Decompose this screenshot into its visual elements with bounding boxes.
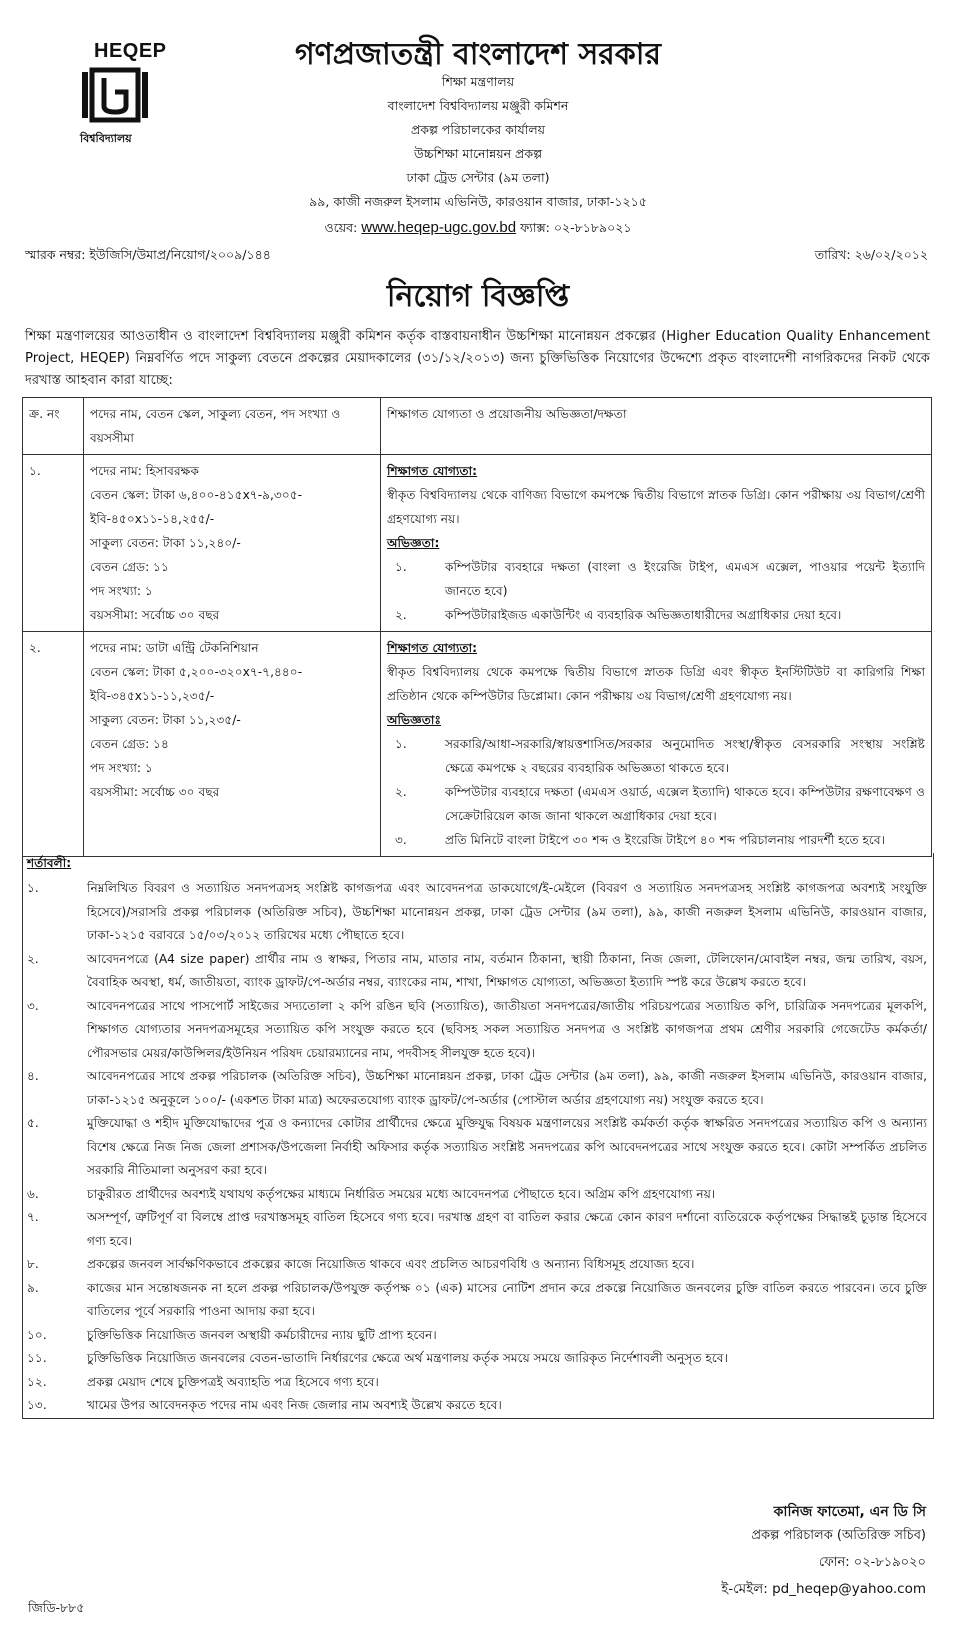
term-num: ৫. <box>27 1116 39 1130</box>
term-item <box>23 1394 933 1418</box>
web-label: ওয়েব: <box>324 220 358 235</box>
term-item <box>23 1371 933 1395</box>
edu-label: শিক্ষাগত যোগ্যতা: <box>387 641 478 655</box>
age-limit: বয়সসীমা: সর্বোচ্চ ৩০ বছর <box>90 608 220 622</box>
term-item <box>23 1324 933 1348</box>
term-num: ৮. <box>27 1257 39 1271</box>
jobs-table-wrapper <box>22 397 932 857</box>
exp-item <box>387 603 925 627</box>
logo-bottom-text: বিশ্ববিদ্যালয় <box>80 132 132 145</box>
exp-num: ২. <box>395 785 407 799</box>
header-qualification: শিক্ষাগত যোগ্যতা ও প্রয়োজনীয় অভিজ্ঞতা/দক্ষতা <box>381 398 932 455</box>
exp-text: কম্পিউটার ব্যবহারে দক্ষতা (বাংলা ও ইংরেজি টাইপ, এমএস এক্সেল, পাওয়ার পয়েন্ট ইত্যাদি জানতে হবে) <box>445 560 925 598</box>
qualification-details <box>381 632 932 857</box>
post-details <box>84 455 381 632</box>
signatory-title: প্রকল্প পরিচালক (অতিরিক্ত সচিব) <box>751 1528 926 1543</box>
term-num: ১. <box>27 881 39 895</box>
term-item <box>23 1253 933 1277</box>
exp-num: ১. <box>395 560 407 574</box>
term-num: ৩. <box>27 998 39 1013</box>
exp-text: কম্পিউটার ব্যবহারে দক্ষতা (এমএস ওয়ার্ড, এক্সেল ইত্যাদি) থাকতে হবে। কম্পিউটার রক্ষণাবেক্ষণ ও সেক্রেটারিয়েল কাজ জানা থাকলে অগ্রাধিকার দেয়া হবে। <box>445 785 925 823</box>
term-num: ৬. <box>27 1186 39 1201</box>
exp-label: অভিজ্ঞতাঃ <box>387 713 441 727</box>
post-count: পদ সংখ্যা: ১ <box>90 584 153 598</box>
qualification-details <box>381 455 932 632</box>
term-num: ১১. <box>27 1351 47 1365</box>
signatory-email[interactable]: ই-মেইল: pd_heqep@yahoo.com <box>721 1581 926 1597</box>
age-limit: বয়সসীমা: সর্বোচ্চ ৩০ বছর <box>90 785 220 799</box>
signatory-phone: ফোন: ০২-৮১৯০২০ <box>818 1555 926 1570</box>
pay-grade: বেতন গ্রেড: ১১ <box>90 560 169 574</box>
header-web-fax <box>140 219 816 240</box>
exp-item <box>387 555 925 603</box>
row-serial: ১. <box>23 455 84 632</box>
term-num: ৭. <box>27 1210 39 1224</box>
post-count: পদ সংখ্যা: ১ <box>90 761 153 775</box>
term-num: ২. <box>27 951 39 966</box>
signatory-name: কানিজ ফাতেমা, এন ডি সি <box>773 1504 926 1520</box>
exp-item <box>387 828 925 852</box>
term-text: অসম্পূর্ণ, ত্রুটিপূর্ণ বা বিলম্বে প্রাপ্ত দরখাস্তসমূহ বাতিল হিসেবে গণ্য হবে। দরখাস্ত গ্রহণ বা বাতিল করার ক্ষেত্রে কোন কারণ দর্শানো ব্যতিরেকে কর্তৃপক্ষের সিদ্ধান্তই চূড়ান্ত হিসেবে গণ্য হবে। <box>87 1210 927 1248</box>
term-text: খামের উপর আবেদনকৃত পদের নাম এবং নিজ জেলার নাম অবশ্যই উল্লেখ করতে হবে। <box>87 1398 502 1412</box>
terms-title: শর্তাবলী: <box>27 856 72 870</box>
exp-item <box>387 732 925 780</box>
memo-number: স্মারক নম্বর: ইউজিসি/উমাপ্র/নিয়োগ/২০০৯/১৪৪ <box>25 247 271 262</box>
exp-text: প্রতি মিনিটে বাংলা টাইপে ৩০ শব্দ ও ইংরেজি টাইপে ৪০ শব্দ পরিচালনায় পারদর্শী হতে হবে। <box>445 833 885 847</box>
term-item <box>23 1183 933 1207</box>
website-link[interactable]: www.heqep-ugc.gov.bd <box>361 219 517 236</box>
consolidated-pay: সাকুল্য বেতন: টাকা ১১,২৩৫/- <box>90 713 241 727</box>
fax-number: ফ্যাক্স: ০২-৮১৮৯০২১ <box>520 220 632 235</box>
exp-text: কম্পিউটারাইজড একাউন্টিং এ ব্যবহারিক অভিজ্ঞতাধারীদের অগ্রাধিকার দেয়া হবে। <box>445 608 842 622</box>
term-item <box>23 1347 933 1371</box>
term-item <box>23 995 933 1066</box>
header-line-ugc: বাংলাদেশ বিশ্ববিদ্যালয় মঞ্জুরী কমিশন <box>387 98 569 113</box>
header-post: পদের নাম, বেতন স্কেল, সাকুল্য বেতন, পদ সংখ্যা ও বয়সসীমা <box>84 398 381 455</box>
edu-text: স্বীকৃত বিশ্ববিদ্যালয় থেকে কমপক্ষে দ্বিতীয় বিভাগে স্নাতক ডিগ্রি এবং স্বীকৃত ইনস্টিটিউট বা কারিগরি শিক্ষা প্রতিষ্ঠান থেকে কম্পিউটার ডিপ্লোমা। কোন পরীক্ষায় ৩য় বিভাগ/শ্রেণী গ্রহণযোগ্য নয়। <box>387 665 925 703</box>
government-title: গণপ্রজাতন্ত্রী বাংলাদেশ সরকার <box>295 37 661 72</box>
header-line-address: ৯৯, কাজী নজরুল ইসলাম এভিনিউ, কারওয়ান বাজার, ঢাকা-১২১৫ <box>309 194 647 209</box>
term-text: আবেদনপত্রে (A4 size paper) প্রার্থীর নাম ও স্বাক্ষর, পিতার নাম, মাতার নাম, বর্তমান ঠিকানা, স্থায়ী ঠিকানা, নিজ জেলা, টেলিফোন/মোবাইল নম্বর, জন্ম তারিখ, বয়স, বৈবাহিক অবস্থা, ধর্ম, জাতীয়তা, ব্যাংক ড্রাফট/পে-অর্ডার নম্বর, ব্যাংকের নাম, শাখা, শিক্ষাগত যোগ্যতা, অভিজ্ঞতা ইত্যাদি স্পষ্ট করে উল্লেখ করতে হবে। <box>87 951 927 989</box>
header-line-office: প্রকল্প পরিচালকের কার্যালয় <box>410 122 546 137</box>
term-text: চাকুরীরত প্রার্থীদের অবশ্যই যথাযথ কর্তৃপক্ষের মাধ্যমে নির্ধারিত সময়ের মধ্যে আবেদনপত্র পৌছাতে হবে। অগ্রিম কপি গ্রহণযোগ্য নয়। <box>87 1186 716 1201</box>
edu-label: শিক্ষাগত যোগ্যতা: <box>387 464 478 478</box>
table-header-row <box>23 398 932 455</box>
term-text: প্রকল্পের জনবল সার্বক্ষণিকভাবে প্রকল্পের কাজে নিয়োজিত থাকবে এবং প্রচলিত আচরণবিধি ও অন্যান্য বিধিসমূহ প্রযোজ্য হবে। <box>87 1257 695 1271</box>
term-item <box>23 1112 933 1183</box>
header-serial: ক্র. নং <box>23 398 84 455</box>
term-item <box>23 1206 933 1253</box>
term-num: ৯. <box>27 1280 39 1295</box>
pay-grade: বেতন গ্রেড: ১৪ <box>90 737 169 751</box>
term-num: ৪. <box>27 1069 39 1083</box>
pay-scale: বেতন স্কেল: টাকা ৫,২০০-৩২০x৭-৭,৪৪০-ইবি-৩৪৫x১১-১১,২৩৫/- <box>90 665 303 703</box>
exp-num: ১. <box>395 737 407 751</box>
term-text: মুক্তিযোদ্ধা ও শহীদ মুক্তিযোদ্ধাদের পুত্র ও কন্যাদের কোটার প্রার্থীদের ক্ষেত্রে মুক্তিযুদ্ধ বিষয়ক মন্ত্রণালয়ের সংশ্লিষ্ট কর্মকর্তা কর্তৃক স্বাক্ষরিত সনদপত্রের সত্যায়িত কপি ও অন্যান্য বিশেষ ক্ষেত্রে নিজ নিজ জেলা প্রশাসক/উপজেলা নির্বাহী অফিসার কর্তৃক সত্যায়িত সংশ্লিষ্ট সনদপত্রের কপি আবেদনপত্রের সাথে সংযুক্ত করতে হবে। কোটা সম্পর্কিত প্রচলিত সরকারি নীতিমালা অনুসরণ করা হবে। <box>87 1116 927 1177</box>
header-line-building: ঢাকা ট্রেড সেন্টার (৯ম তলা) <box>406 170 550 185</box>
term-text: আবেদনপত্রের সাথে প্রকল্প পরিচালক (অতিরিক্ত সচিব), উচ্চশিক্ষা মানোন্নয়ন প্রকল্প, ঢাকা ট্রেড সেন্টার (৯ম তলা), ৯৯, কাজী নজরুল ইসলাম এভিনিউ, কারওয়ান বাজার, ঢাকা-১২১৫ অনুকূলে ১০০/- (একশত টাকা মাত্র) অফেরতযোগ্য ব্যাংক ড্রাফট/পে-অর্ডার (পোস্টাল অর্ডার গ্রহণযোগ্য নয়) সংযুক্ত করতে হবে। <box>87 1069 927 1107</box>
term-item <box>23 1065 933 1112</box>
term-text: প্রকল্প মেয়াদ শেষে চুক্তিপত্রই অব্যাহতি পত্র হিসেবে গণ্য হবে। <box>87 1374 379 1389</box>
logo-heqep-text: HEQEP <box>94 40 167 62</box>
post-details <box>84 632 381 857</box>
jobs-table <box>22 397 932 857</box>
exp-text: সরকারি/আধা-সরকারি/স্বায়ত্তশাসিত/সরকার অনুমোদিত সংস্থা/স্বীকৃত বেসরকারি সংস্থায় সংশ্লিষ্ট ক্ষেত্রে কমপক্ষে ২ বছরের ব্যবহারিক অভিজ্ঞতা থাকতে হবে। <box>445 737 925 775</box>
pay-scale: বেতন স্কেল: টাকা ৬,৪০০-৪১৫x৭-৯,৩০৫-ইবি-৪৫০x১১-১৪,২৫৫/- <box>90 488 303 526</box>
row-serial: ২. <box>23 632 84 857</box>
term-item <box>23 877 933 948</box>
post-name: পদের নাম: ডাটা এন্ট্রি টেকনিশিয়ান <box>90 641 259 655</box>
exp-item <box>387 780 925 828</box>
table-row <box>23 632 932 857</box>
consolidated-pay: সাকুল্য বেতন: টাকা ১১,২৪০/- <box>90 536 241 550</box>
term-item <box>23 1277 933 1324</box>
terms-section <box>22 853 934 1419</box>
exp-num: ২. <box>395 608 407 622</box>
post-name: পদের নাম: হিসাবরক্ষক <box>90 464 200 478</box>
term-item <box>23 948 933 995</box>
term-num: ১৩. <box>27 1398 47 1412</box>
header-line-ministry: শিক্ষা মন্ত্রণালয় <box>441 74 515 89</box>
term-text: চুক্তিভিত্তিক নিয়োজিত জনবলের বেতন-ভাতাদি নির্ধারণের ক্ষেত্রে অর্থ মন্ত্রণালয় কর্তৃক সময়ে সময়ে জারিকৃত নির্দেশাবলী অনুসৃত হবে। <box>87 1351 728 1365</box>
header-line-project: উচ্চশিক্ষা মানোন্নয়ন প্রকল্প <box>413 146 543 161</box>
notice-date: তারিখ: ২৬/০২/২০১২ <box>814 247 928 262</box>
term-num: ১২. <box>27 1374 47 1389</box>
intro-paragraph: শিক্ষা মন্ত্রণালয়ের আওতাধীন ও বাংলাদেশ বিশ্ববিদ্যালয় মঞ্জুরী কমিশন কর্তৃক বাস্তবায়নাধীন উচ্চশিক্ষা মানোন্নয়ন প্রকল্পের (Higher Education Quality Enhancement Project, HEQEP) নিম্নবর্ণিত পদে সাকুল্য বেতনে প্রকল্পের মেয়াদকালের (৩১/১২/২০১৩) জন্য চুক্তিভিত্তিক নিয়োগের উদ্দেশ্যে প্রকৃত বাংলাদেশী নাগরিকদের নিকট থেকে দরখাস্ত আহবান কারা যাচ্ছে: <box>25 329 930 388</box>
gd-number: জিডি-৮৮৫ <box>28 1600 85 1615</box>
term-text: কাজের মান সন্তোষজনক না হলে প্রকল্প পরিচালক/উপযুক্ত কর্তৃপক্ষ ০১ (এক) মাসের নোটিশ প্রদান করে প্রকল্পে নিয়োজিত জনবলের চুক্তি বাতিল করতে পারবেন। তবে চুক্তি বাতিলের পূর্বে সরকারি পাওনা আদায় করা হবে। <box>87 1280 927 1318</box>
term-num: ১০. <box>27 1327 47 1342</box>
term-text: নিম্নলিখিত বিবরণ ও সত্যায়িত সনদপত্রসহ সংশ্লিষ্ট কাগজপত্র এবং আবেদনপত্র ডাকযোগে/ই-মেইলে (বিবরণ ও সত্যায়িত সনদপত্রসহ সংশ্লিষ্ট কাগজপত্র অবশ্যই সংযুক্তি হিসেবে)/সরাসরি প্রকল্প পরিচালক (অতিরিক্ত সচিব), উচ্চশিক্ষা মানোন্নয়ন প্রকল্প, ঢাকা ট্রেড সেন্টার (৯ম তলা), ৯৯, কাজী নজরুল ইসলাম এভিনিউ, কারওয়ান বাজার, ঢাকা-১২১৫ বরাবরে ১৫/০৩/২০১২ তারিখের মধ্যে পৌছাতে হবে। <box>87 881 927 942</box>
table-row <box>23 455 932 632</box>
term-text: চুক্তিভিত্তিক নিয়োজিত জনবল অস্থায়ী কর্মচারীদের ন্যায় ছুটি প্রাপ্য হবেন। <box>87 1327 437 1342</box>
notice-title: নিয়োগ বিজ্ঞপ্তি <box>386 279 570 314</box>
exp-label: অভিজ্ঞতা: <box>387 536 440 550</box>
edu-text: স্বীকৃত বিশ্ববিদ্যালয় থেকে বাণিজ্য বিভাগে কমপক্ষে দ্বিতীয় বিভাগে স্নাতক ডিগ্রি। কোন পরীক্ষায় ৩য় বিভাগ/শ্রেণী গ্রহণযোগ্য নয়। <box>387 488 925 526</box>
exp-num: ৩. <box>395 833 407 847</box>
term-text: আবেদনপত্রের সাথে পাসপোর্ট সাইজের সদ্যতোলা ২ কপি রঙিন ছবি (সত্যায়িত), জাতীয়তা সনদপত্রের/জাতীয় পরিচয়পত্রের সত্যায়িত কপি, চারিত্রিক সনদপত্রের মূলকপি, শিক্ষাগত যোগ্যতার সনদপত্রসমূহের সত্যায়িত কপি সংযুক্ত করতে হবে (ছবিসহ সকল সত্যায়িত সনদপত্র ও সংশ্লিষ্ট কাগজপত্র প্রথম শ্রেণীর সরকারি গেজেটেড কর্মকর্তা/পৌরসভার মেয়র/কাউন্সিলর/ইউনিয়ন পরিষদ চেয়ারম্যানের নাম, পদবীসহ সীলযুক্ত হতে হবে)। <box>87 998 927 1060</box>
